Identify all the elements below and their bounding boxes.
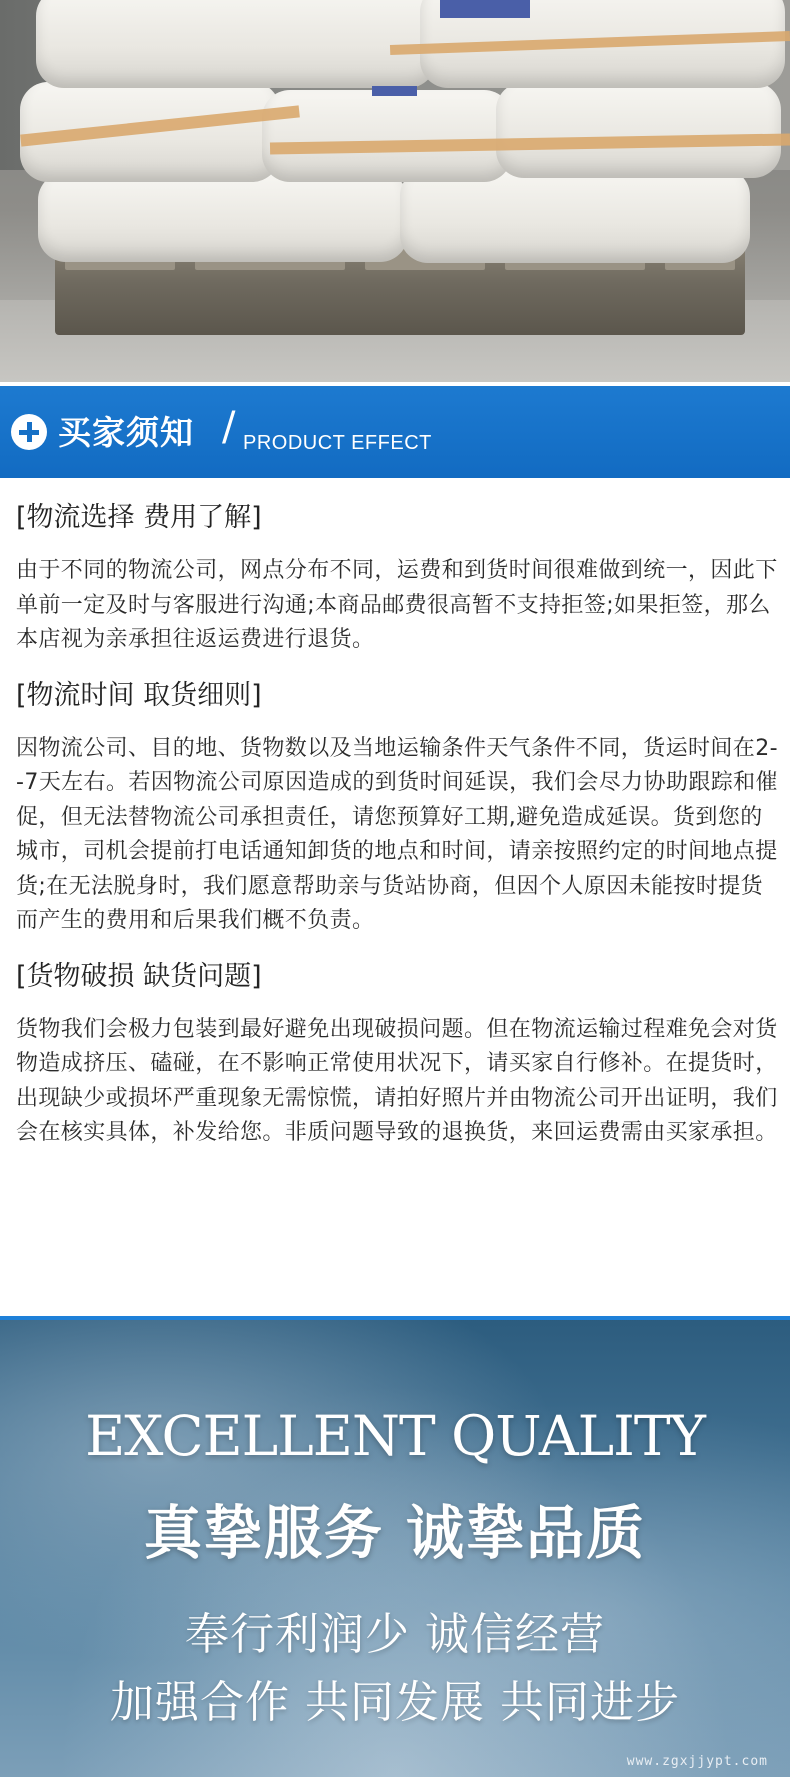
section-body: 货物我们会极力包装到最好避免出现破损问题。但在物流运输过程难免会对货物造成挤压、磕碰，在不影响正常使用状况下，请买家自行修补。在提货时，出现缺少或损坏严重现象无需惊慌，请拍好照片并由物流公司开出证明，我们会在核实具体，补发给您。非质问题导致的退换货，来回运费需由买家承担。 — [16, 1016, 778, 1145]
section-damage-shortage — [16, 957, 778, 1151]
banner-chinese-title: 真挚服务 诚挚品质 — [143, 1499, 647, 1567]
section-body: 由于不同的物流公司，网点分布不同，运费和到货时间很难做到统一，因此下单前一定及时与客服进行沟通;本商品邮费很高暂不支持拒签;如果拒签，那么本店视为亲承担往返运费进行退货。 — [16, 558, 778, 652]
buyer-notice-content — [16, 498, 778, 1304]
section-logistics-choice — [16, 498, 778, 658]
banner-english-title: EXCELLENT QUALITY — [85, 1404, 705, 1468]
section-heading: [货物破损 缺货问题] — [16, 960, 262, 992]
section-heading: [物流时间 取货细则] — [16, 679, 262, 711]
product-photo — [0, 0, 790, 382]
section-logistics-time — [16, 676, 778, 939]
bag — [400, 168, 750, 263]
section-header — [0, 386, 790, 478]
plus-icon — [11, 414, 47, 450]
header-subtitle: PRODUCT EFFECT — [243, 432, 432, 454]
banner-slogan-line2: 加强合作 共同发展 共同进步 — [110, 1677, 680, 1728]
quality-banner — [0, 1316, 790, 1777]
bag — [496, 82, 781, 178]
banner-slogan-line1: 奉行利润少 诚信经营 — [185, 1609, 605, 1660]
bag — [262, 90, 512, 182]
site-watermark: www.zgxjjypt.com — [626, 1754, 768, 1769]
section-heading: [物流选择 费用了解] — [16, 502, 262, 533]
header-slash: / — [222, 404, 236, 450]
bag — [38, 172, 408, 262]
section-body: 因物流公司、目的地、货物数以及当地运输条件天气条件不同，货运时间在2--7天左右。若因物流公司原因造成的到货时间延误，我们会尽力协助跟踪和催促，但无法替物流公司承担责任，请您预算好工期,避免造成延误。货到您的城市，司机会提前打电话通知卸货的地点和时间，请亲按照约定的时间地点提货;在无法脱身时，我们愿意帮助亲与货站协商，但因个人原因未能按时提货而产生的费用和后果我们概不负责。 — [16, 735, 778, 933]
bag — [36, 0, 436, 88]
header-title: 买家须知 — [58, 413, 194, 452]
